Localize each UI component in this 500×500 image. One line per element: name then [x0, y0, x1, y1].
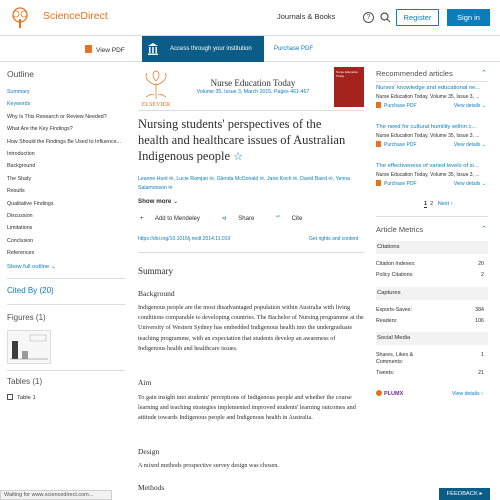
purchase-pdf-link[interactable]: Purchase PDF	[274, 46, 314, 52]
policy-citations-row	[376, 272, 484, 278]
tables-heading: Tables (1)	[7, 377, 43, 386]
plumx-icon	[376, 390, 382, 396]
share-label: Share	[238, 216, 255, 222]
purchase-pdf-link[interactable]	[376, 141, 417, 150]
design-heading: Design	[138, 447, 160, 456]
elsevier-tree-logo-icon[interactable]	[8, 7, 32, 29]
shares-likes-row	[376, 352, 484, 358]
page-1-button[interactable]: 1	[424, 201, 428, 207]
outline-item[interactable]: References	[7, 250, 35, 257]
divider	[7, 278, 125, 279]
outline-item[interactable]: Limitations	[7, 225, 33, 232]
institution-icon[interactable]	[142, 36, 164, 62]
view-details-link[interactable]: View details ⌄	[453, 103, 486, 109]
metric-value: 384	[475, 307, 484, 313]
pagination	[424, 201, 452, 207]
purchase-pdf-link[interactable]	[376, 102, 417, 111]
outline-item[interactable]: Results	[7, 188, 25, 195]
help-icon[interactable]: ?	[363, 12, 374, 23]
doi-link[interactable]: https://doi.org/10.1016/j.nedt.2014.11.019	[138, 236, 231, 242]
metric-label: Exports-Saves:	[376, 307, 412, 313]
citation-indexes-row	[376, 261, 484, 267]
recommended-article	[376, 162, 488, 189]
article-title-text: Nursing students' perspectives of the health and healthcare issues of Australian Indigenous people	[138, 117, 346, 163]
metric-label: Tweets:	[376, 370, 395, 376]
chevron-up-icon[interactable]: ⌃	[481, 226, 487, 233]
outline-list	[7, 86, 125, 259]
outline-item[interactable]: Qualitative Findings	[7, 200, 54, 207]
next-page-button[interactable]: Next ›	[437, 201, 453, 207]
pdf-icon	[376, 180, 381, 186]
metric-label: Readers:	[376, 318, 398, 324]
recommended-article-title[interactable]: The need for cultural humility within c...	[376, 124, 477, 130]
tweets-row	[376, 370, 484, 376]
article-metrics-heading: Article Metrics	[376, 225, 424, 234]
outline-item[interactable]: What Are the Key Findings?	[7, 126, 73, 133]
divider	[138, 110, 364, 111]
outline-item[interactable]: Conclusion	[7, 237, 34, 244]
divider	[7, 304, 125, 305]
cite-label: Cite	[291, 216, 303, 222]
feedback-label: FEEDBACK	[446, 491, 478, 497]
search-icon[interactable]	[380, 12, 391, 23]
show-more-button[interactable]	[138, 198, 178, 205]
svg-text:ELSEVIER: ELSEVIER	[141, 102, 171, 107]
captures-header: Captures	[376, 287, 488, 300]
table-1-link[interactable]	[7, 394, 36, 401]
plus-icon: +	[140, 216, 144, 222]
volume-issue-link[interactable]: Volume 35, Issue 3, March 2015, Pages 461-467	[196, 89, 310, 95]
page-2-button[interactable]: 2	[430, 201, 434, 207]
metric-value: 21	[478, 370, 484, 376]
show-full-outline-label: Show full outline	[7, 264, 50, 270]
comments-label-row	[376, 359, 484, 365]
chevron-down-icon: ⌄	[173, 198, 179, 205]
outline-item[interactable]: Introduction	[7, 150, 35, 157]
cited-by-heading[interactable]: Cited By (20)	[7, 286, 54, 295]
outline-item-keywords[interactable]: Keywords	[7, 101, 31, 108]
rights-link[interactable]: Get rights and content	[309, 236, 359, 242]
aim-heading: Aim	[138, 378, 152, 387]
divider	[138, 252, 364, 253]
elsevier-logo[interactable]	[138, 69, 174, 107]
pdf-icon	[85, 45, 92, 53]
summary-heading: Summary	[138, 266, 173, 276]
pdf-icon	[376, 141, 381, 147]
purchase-pdf-label: Purchase PDF	[384, 103, 417, 109]
show-full-outline-button[interactable]	[7, 264, 56, 270]
metric-value: 106	[475, 318, 484, 324]
metric-value: 1	[481, 352, 484, 358]
view-details-label: View details	[453, 103, 481, 109]
figures-heading: Figures (1)	[7, 313, 46, 322]
recommended-article-title[interactable]: The effectiveness of varied levels of si...	[376, 163, 479, 169]
add-to-mendeley-button[interactable]	[140, 216, 210, 222]
share-icon: ⊲	[221, 216, 227, 222]
background-paragraph: Indigenous people are the most disadvantaged population within Australia with living conditions comparable to developing countries. The Bachelor of Nursing programme at the University of Western Sydney has embedded Indigenous health into the undergraduate teaching programme, with an expectation that students develop an awareness of Indigenous health and healthcare issues.	[138, 304, 364, 352]
readers-row	[376, 318, 484, 324]
recommended-article-title[interactable]: Nurses' knowledge and educational ne...	[376, 85, 481, 91]
recommended-article-actions	[376, 141, 488, 150]
recommended-articles-heading: Recommended articles	[376, 69, 453, 78]
view-details-link[interactable]: View details ⌄	[453, 142, 486, 148]
browser-status-bar: Waiting for www.sciencedirect.com...	[0, 490, 112, 500]
quote-icon: “”	[275, 216, 280, 222]
outline-item-summary[interactable]: Summary	[7, 89, 30, 95]
outline-item[interactable]: Why Is This Research or Review Needed?	[7, 113, 107, 120]
view-pdf-button[interactable]	[85, 45, 125, 54]
cite-button[interactable]	[276, 216, 312, 222]
add-to-mendeley-label: Add to Mendeley	[154, 216, 200, 222]
view-details-label: View details	[452, 391, 480, 397]
feedback-button[interactable]: FEEDBACK ▸	[439, 488, 490, 500]
divider	[376, 81, 488, 82]
social-media-header: Social Media	[376, 332, 488, 345]
chevron-down-icon: ⌄	[50, 264, 56, 270]
article-actions	[140, 215, 322, 222]
sciencedirect-logo[interactable]: ScienceDirect	[43, 10, 108, 22]
metric-label: Policy Citations:	[376, 272, 414, 278]
view-details-link[interactable]: View details ⌄	[453, 181, 486, 187]
citations-header: Citations	[376, 241, 488, 254]
outline-item[interactable]: Discussion	[7, 212, 33, 219]
plumx-label: PLUMX	[384, 391, 404, 397]
methods-heading: Methods	[138, 483, 165, 492]
chevron-up-icon[interactable]: ⌃	[481, 70, 487, 77]
recommended-article-actions	[376, 180, 488, 189]
metric-label: Citation Indexes:	[376, 261, 416, 267]
design-paragraph: A mixed methods prospective survey design was chosen.	[138, 462, 279, 469]
access-through-institution-button[interactable]: Access through your institution	[164, 36, 264, 62]
outline-item[interactable]: How Should the Findings Be Used to Influence...	[7, 138, 121, 145]
divider	[376, 216, 488, 217]
plumx-logo[interactable]	[376, 390, 403, 397]
pdf-icon	[376, 102, 381, 108]
sign-in-button[interactable]: Sign in	[447, 9, 490, 26]
view-pdf-label: View PDF	[96, 47, 125, 54]
purchase-pdf-link[interactable]	[376, 180, 417, 189]
journal-cover-text: Nurse Education Today	[336, 70, 359, 78]
exports-saves-row	[376, 307, 484, 313]
register-button[interactable]: Register	[396, 9, 439, 26]
table-1-label: Table 1	[17, 395, 36, 401]
journals-books-link[interactable]: Journals & Books	[277, 12, 336, 21]
metric-label: Comments:	[376, 359, 404, 365]
recommended-article-actions	[376, 102, 488, 111]
figure-thumbnail[interactable]	[7, 330, 51, 364]
share-button[interactable]	[222, 216, 265, 222]
outline-item[interactable]: Background	[7, 163, 36, 170]
star-icon[interactable]: ☆	[233, 151, 243, 163]
recommended-article	[376, 123, 488, 150]
metrics-view-details-link[interactable]: View details ›	[452, 391, 483, 397]
divider	[7, 370, 125, 371]
aim-paragraph: To gain insight into students' perceptions of Indigenous people and whether the course learning and teaching strategies implemented improved students' learning outcomes and attitude towards Indigenous people and Indigenous health in Australia.	[138, 394, 356, 422]
metric-value: 20	[478, 261, 484, 267]
outline-item[interactable]: The Study	[7, 175, 32, 182]
show-more-label: Show more	[138, 198, 172, 205]
recommended-article	[376, 84, 488, 111]
purchase-pdf-label: Purchase PDF	[384, 142, 417, 148]
outline-heading: Outline	[7, 69, 34, 79]
view-details-label: View details	[453, 181, 481, 187]
article-title	[138, 116, 348, 165]
recommended-article-source: Nurse Education Today, Volume 35, Issue 3, ...	[376, 94, 480, 100]
recommended-article-source: Nurse Education Today, Volume 35, Issue 3, ...	[376, 172, 480, 178]
view-details-label: View details	[453, 142, 481, 148]
author-list[interactable]: Leanne Hunt ✉, Lucie Ramjan ✉, Glenda McDonald ✉, Jane Koch ✉, David Baird ✉, Yenna Salamonson ✉	[138, 176, 351, 191]
table-icon	[7, 394, 13, 400]
metric-label: Shares, Likes &	[376, 352, 414, 358]
metric-value: 2	[481, 272, 484, 278]
purchase-pdf-label: Purchase PDF	[384, 181, 417, 187]
journal-title-link[interactable]: Nurse Education Today	[210, 78, 296, 88]
recommended-article-source: Nurse Education Today, Volume 35, Issue 3, ...	[376, 133, 480, 139]
next-label: Next	[437, 201, 450, 207]
background-heading: Background	[138, 289, 175, 298]
